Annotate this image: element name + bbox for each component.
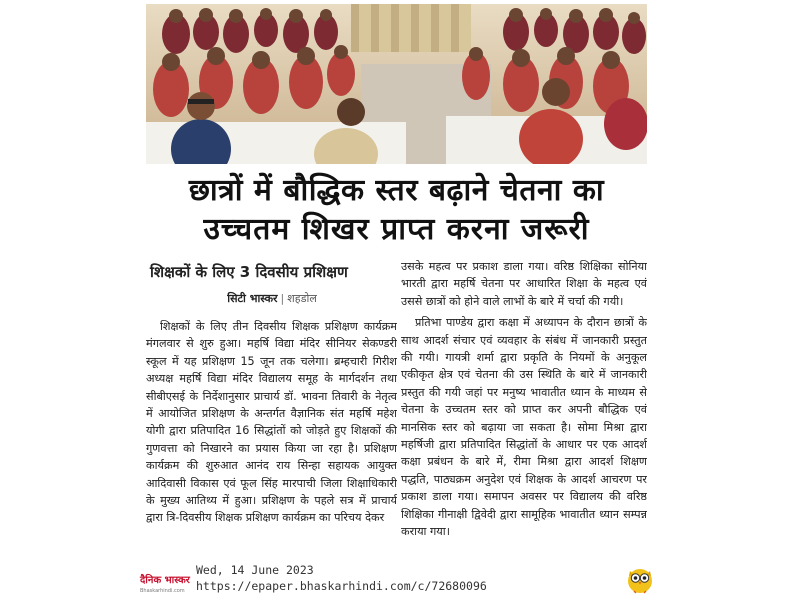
headline-line-1: छात्रों में बौद्धिक स्तर बढ़ाने चेतना का bbox=[188, 173, 605, 208]
headline bbox=[146, 172, 647, 250]
publish-date: Wed, 14 June 2023 bbox=[196, 563, 314, 577]
epaper-link[interactable]: https://epaper.bhaskarhindi.com/c/72680096 bbox=[196, 579, 487, 593]
headline-line-2: उच्चतम शिखर प्राप्त करना जरूरी bbox=[203, 212, 590, 247]
brand-logo[interactable] bbox=[140, 575, 190, 597]
classroom-photo bbox=[146, 4, 647, 164]
newspaper-clipping bbox=[136, 0, 657, 597]
paragraph: उसके महत्व पर प्रकाश डाला गया। वरिष्ठ शिक्षिका सोनिया भारती द्वारा महर्षि चेतना पर आधारित शिक्षा के महत्व एवं उससे छात्रों को होने वाले लाभों के बारे में चर्चा की गयी। bbox=[401, 260, 647, 308]
brand-name: दैनिक भास्कर bbox=[140, 575, 190, 586]
byline-source: सिटी भास्कर bbox=[227, 292, 278, 305]
footer bbox=[136, 560, 657, 597]
owl-icon bbox=[626, 564, 654, 594]
brand-sub: Bhaskarhindi.com bbox=[140, 588, 185, 594]
subheadline: शिक्षकों के लिए 3 दिवसीय प्रशिक्षण bbox=[150, 263, 348, 281]
article-column-right bbox=[401, 258, 647, 562]
paragraph: प्रतिभा पाण्डेय द्वारा कक्षा में अध्यापन के दौरान छात्रों के साथ आदर्श संचार एवं व्यवहार के संबंध में जानकारी प्रस्तुत की गयी। गायत्री शर्मा द्वारा प्रकृति के नियमों के अनुकूल एकीकृत क्षेत्र एवं चेतना की उस स्थिति के बारे में जानकारी प्रस्तुत की गयी जहां पर मनुष्य भावातीत ध्यान के माध्यम से चेतना के उच्चतम स्तर को प्राप्त कर अपनी बौद्धिक एवं मानसिक स्तर को बढ़ाया जा सकता है। सोमा मिश्रा द्वारा महर्षिजी द्वारा प्रतिपादित सिद्धांतों के आधार पर एक आदर्श कक्षा प्रबंधन के बारे में, रीमा मिश्रा द्वारा आदर्श शिक्षण पद्धति, पाठ्यक्रम अनुदेश एवं शिक्षक के आदर्श आचरण पर प्रकाश डाला गया। समापन अवसर पर विद्यालय की वरिष्ठ शिक्षिका गीनाक्षी द्विवेदी द्वारा सामूहिक भावातीत ध्यान सम्पन्न कराया गया। bbox=[401, 316, 647, 539]
article-column-left bbox=[146, 318, 397, 562]
byline: सिटी भास्कर | शहडोल bbox=[227, 292, 317, 305]
byline-city: शहडोल bbox=[287, 292, 317, 305]
paragraph: शिक्षकों के लिए तीन दिवसीय शिक्षक प्रशिक्षण कार्यक्रम मंगलवार से शुरु हुआ। महर्षि विद्या मंदिर सीनियर सेकण्डरी स्कूल में यह प्रशिक्षण 15 जून तक चलेगा। ब्रम्हचारी गिरीश अध्यक्ष महर्षि विद्या मंदिर विद्यालय समूह के मार्गदर्शन तथा सीबीएसई के निर्देशानुसार प्राचार्य डॉ. भावना तिवारी के नेतृत्व में आयोजित प्रशिक्षण के अन्तर्गत वैज्ञानिक संत महर्षि महेश योगी द्वारा प्रतिपादित 16 सिद्धांतों को जोड़ते हुए शिक्षकों की गुणवत्ता को निखारने का प्रयास किया जा रहा है। प्रशिक्षण कार्यक्रम की शुरुआत आनंद राय सिन्हा सहायक आयुक्त आदिवासी विकास एवं फूल सिंह मारपाची जिला शिक्षाधिकारी के मुख्य आतिथ्य में हुआ। प्रशिक्षण के पहले सत्र में प्राचार्य द्वारा त्रि-दिवसीय शिक्षक प्रशिक्षण कार्यक्रम का परिचय देकर bbox=[146, 320, 397, 525]
